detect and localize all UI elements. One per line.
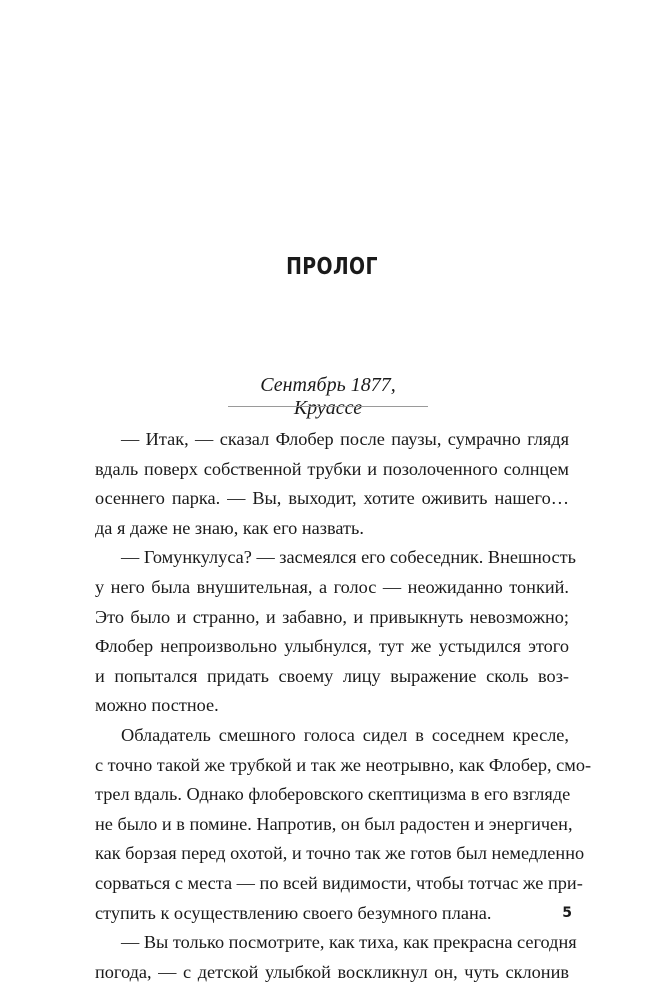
text-line: погода, — с детской улыбкой воскликнул он, чуть склонив <box>95 961 569 982</box>
place-date-heading: Сентябрь 1877, Круассе <box>260 374 396 419</box>
text-line: и попытался придать своему лицу выражение сколь воз- <box>95 665 569 686</box>
text-line: — Итак, — сказал Флобер после паузы, сумрачно глядя <box>121 429 569 449</box>
page-number: 5 <box>562 905 572 921</box>
heading-underline <box>228 406 428 407</box>
text-line: осеннего парка. — Вы, выходит, хотите оживить нашего… <box>95 488 569 509</box>
body-text <box>95 425 592 987</box>
text-line: ступить к осуществлению своего безумного плана. <box>95 902 492 923</box>
text-line: с точно такой же трубкой и так же неотрывно, как Флобер, смо- <box>95 754 592 775</box>
text-line: да я даже не знаю, как его назвать. <box>95 517 364 538</box>
text-line: не было и в помине. Напротив, он был радостен и энергичен, <box>95 813 573 834</box>
text-line: вдаль поверх собственной трубки и позолоченного солнцем <box>95 458 569 479</box>
text-line: можно постное. <box>95 695 219 716</box>
text-line: у него была внушительная, а голос — неожиданно тонкий. <box>95 576 569 597</box>
text-line: Это было и странно, и забавно, и привыкнуть невозможно; <box>95 606 569 627</box>
text-line: — Вы только посмотрите, как тиха, как прекрасна сегодня <box>121 932 577 953</box>
text-line: сорваться с места — по всей видимости, чтобы тотчас же при- <box>95 872 583 893</box>
text-line: — Гомункулуса? — засмеялся его собеседник. Внешность <box>121 547 576 568</box>
text-line: Флобер непроизвольно улыбнулся, тут же устыдился этого <box>95 636 569 657</box>
text-line: как борзая перед охотой, и точно так же готов был немедленно <box>95 843 585 864</box>
text-line: Обладатель смешного голоса сидел в соседнем кресле, <box>121 724 569 745</box>
text-line: трел вдаль. Однако флоберовского скептицизма в его взгляде <box>95 784 571 805</box>
chapter-title: ПРОЛОГ <box>286 254 378 280</box>
